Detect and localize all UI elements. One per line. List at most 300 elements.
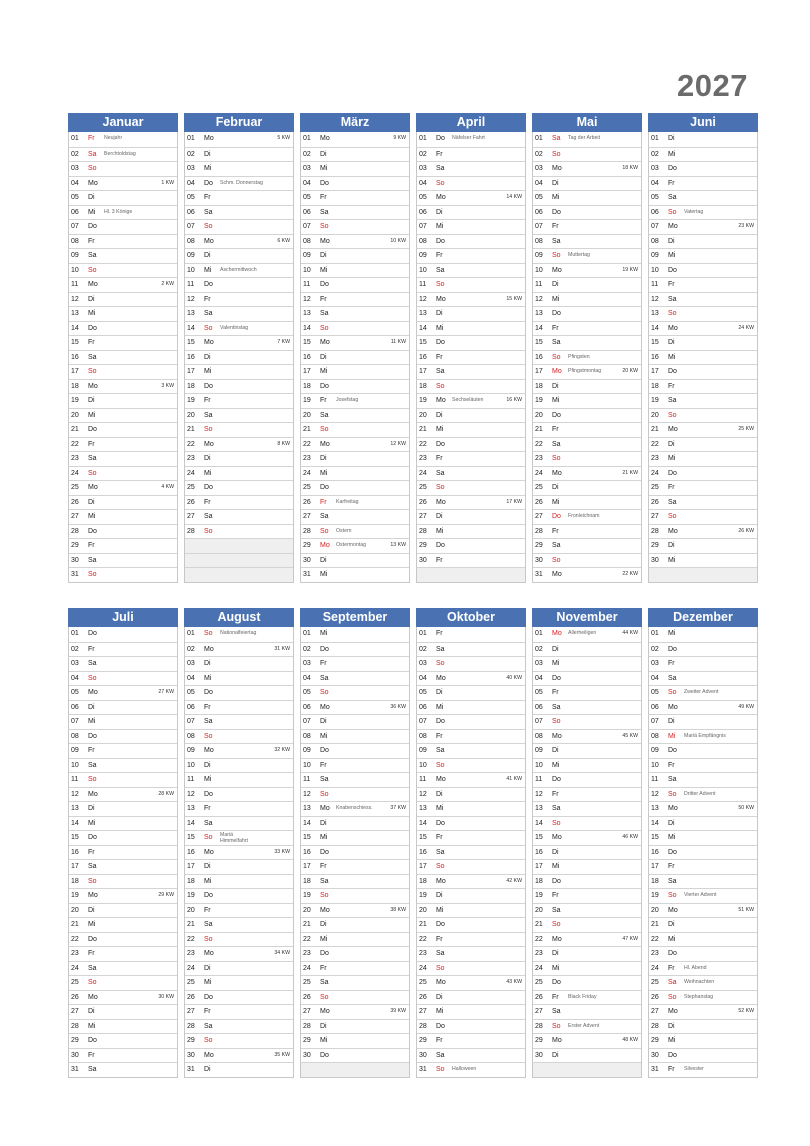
weekday: Mo [552, 469, 562, 477]
day-row [185, 990, 293, 1005]
day-number: 12 [187, 790, 195, 798]
day-row [69, 306, 177, 321]
weekday: Di [204, 761, 211, 769]
day-number: 25 [419, 484, 427, 491]
week-number: 25 KW [738, 426, 754, 432]
day-row [69, 205, 177, 220]
weekday: Mo [204, 237, 214, 245]
weekday: So [204, 527, 213, 535]
day-number: 23 [419, 455, 427, 462]
weekday: Fr [436, 455, 443, 462]
day-number: 09 [187, 252, 195, 259]
day-number: 15 [187, 834, 195, 841]
day-row [417, 656, 525, 671]
holiday-note: Mariä Himmelfahrt [220, 832, 248, 844]
weekday: So [552, 150, 561, 158]
day-number: 13 [419, 805, 427, 812]
weekday: Fr [204, 906, 211, 914]
weekday: Fr [552, 527, 559, 535]
weekday: So [88, 776, 97, 783]
day-number: 24 [71, 964, 79, 972]
weekday: Fr [552, 892, 559, 899]
weekday: Sa [204, 513, 213, 520]
day-number: 12 [535, 790, 543, 798]
weekday: Do [204, 281, 213, 288]
weekday: Sa [88, 252, 97, 259]
day-number: 05 [71, 194, 79, 201]
day-number: 17 [187, 863, 195, 870]
weekday: Mo [552, 630, 562, 637]
day-row [69, 335, 177, 350]
weekday: Do [668, 165, 677, 172]
weekday: Sa [320, 674, 329, 682]
day-number: 30 [535, 556, 543, 564]
day-list [416, 132, 526, 583]
weekday: Do [204, 993, 213, 1001]
weekday: Fr [88, 645, 95, 653]
day-row [649, 553, 757, 568]
weekday: Mi [668, 834, 676, 841]
day-row [417, 306, 525, 321]
weekday: So [320, 993, 329, 1001]
weekday: Sa [204, 819, 213, 827]
weekday: So [320, 892, 329, 899]
day-row [533, 787, 641, 802]
day-row [185, 903, 293, 918]
holiday-note: Ostermontag [336, 542, 366, 548]
day-number: 15 [419, 339, 427, 346]
day-row [301, 553, 409, 568]
day-row [69, 480, 177, 495]
day-number: 11 [535, 776, 543, 783]
weekday: Mo [88, 790, 98, 798]
weekday: Di [320, 353, 327, 361]
day-number: 13 [535, 805, 543, 812]
day-number: 21 [651, 426, 659, 433]
empty-day-row [301, 1062, 409, 1077]
day-number: 02 [535, 645, 543, 653]
weekday: Do [668, 368, 677, 375]
day-row [185, 292, 293, 307]
day-row [185, 801, 293, 816]
week-number: 18 KW [622, 165, 638, 171]
day-row [649, 656, 757, 671]
weekday: Fr [436, 630, 443, 637]
day-row [417, 700, 525, 715]
week-number: 27 KW [158, 689, 174, 695]
weekday: Fr [552, 324, 559, 332]
month-header: Dezember [648, 608, 758, 627]
weekday: Mi [320, 834, 328, 841]
day-number: 12 [303, 790, 311, 798]
day-row [533, 524, 641, 539]
day-number: 22 [71, 440, 79, 448]
weekday: Sa [552, 237, 561, 245]
day-row [69, 743, 177, 758]
day-row [185, 642, 293, 657]
day-row [649, 917, 757, 932]
day-row [69, 364, 177, 379]
day-row [417, 350, 525, 365]
day-row [533, 714, 641, 729]
month-header: Juli [68, 608, 178, 627]
day-row [417, 524, 525, 539]
weekday: So [204, 630, 213, 637]
weekday: Fr [668, 484, 675, 491]
day-number: 17 [419, 863, 427, 870]
day-number: 31 [651, 1066, 659, 1073]
day-number: 10 [535, 761, 543, 769]
day-number: 23 [71, 455, 79, 462]
weekday: Mi [668, 732, 676, 740]
week-number: 44 KW [622, 630, 638, 636]
day-row [301, 859, 409, 874]
day-row [301, 422, 409, 437]
week-number: 43 KW [506, 979, 522, 985]
day-number: 13 [419, 310, 427, 317]
day-row [69, 859, 177, 874]
weekday: Di [88, 194, 95, 201]
day-row [649, 437, 757, 452]
weekday: Mi [320, 469, 328, 477]
day-number: 15 [187, 339, 195, 346]
month-april [416, 113, 526, 583]
day-number: 15 [535, 339, 543, 346]
holiday-note: Sechseläuten [452, 397, 484, 403]
week-number: 16 KW [506, 397, 522, 403]
weekday: Di [204, 863, 211, 870]
weekday: Sa [88, 863, 97, 870]
weekday: Fr [552, 993, 559, 1001]
weekday: Sa [320, 979, 329, 986]
day-row [69, 437, 177, 452]
weekday: Mi [88, 208, 96, 216]
day-row [301, 466, 409, 481]
weekday: Mo [320, 542, 330, 549]
weekday: Sa [552, 339, 561, 346]
weekday: Mo [88, 993, 98, 1001]
day-number: 02 [187, 645, 195, 653]
day-number: 28 [535, 527, 543, 535]
day-number: 07 [651, 718, 659, 725]
day-number: 14 [419, 819, 427, 827]
day-number: 03 [303, 660, 311, 667]
weekday: Fr [88, 440, 95, 448]
day-row [69, 656, 177, 671]
week-number: 14 KW [506, 194, 522, 200]
day-number: 14 [535, 324, 543, 332]
day-row [649, 787, 757, 802]
day-row [649, 990, 757, 1005]
weekday: So [436, 484, 445, 491]
day-number: 01 [187, 135, 195, 142]
weekday: Fr [320, 295, 327, 303]
day-number: 03 [651, 165, 659, 172]
weekday: Fr [436, 1037, 443, 1044]
weekday: Di [552, 484, 559, 491]
day-row [649, 422, 757, 437]
weekday: Mi [552, 397, 560, 404]
day-row [301, 787, 409, 802]
day-row [533, 161, 641, 176]
day-number: 04 [651, 179, 659, 187]
day-row [649, 509, 757, 524]
day-number: 23 [419, 950, 427, 957]
weekday: Mo [436, 674, 446, 682]
weekday: Di [88, 295, 95, 303]
day-number: 13 [187, 310, 195, 317]
day-row [533, 437, 641, 452]
day-number: 10 [71, 266, 79, 274]
weekday: Di [88, 703, 95, 711]
day-row [301, 205, 409, 220]
week-number: 4 KW [161, 484, 174, 490]
week-number: 39 KW [390, 1008, 406, 1014]
day-row [185, 161, 293, 176]
day-number: 27 [303, 1008, 311, 1015]
day-row [649, 538, 757, 553]
weekday: Di [320, 556, 327, 564]
day-row [69, 1033, 177, 1048]
day-number: 24 [651, 469, 659, 477]
day-number: 23 [71, 950, 79, 957]
weekday: Mo [320, 135, 330, 142]
calendar-first-half [68, 113, 758, 583]
day-row [417, 685, 525, 700]
weekday: So [436, 660, 445, 667]
day-row [301, 567, 409, 582]
day-number: 09 [303, 747, 311, 754]
day-number: 18 [71, 877, 79, 885]
weekday: Sa [320, 513, 329, 520]
day-number: 07 [71, 718, 79, 725]
weekday: Mo [668, 1008, 678, 1015]
weekday: Sa [320, 310, 329, 317]
week-number: 6 KW [277, 237, 290, 244]
day-row [533, 350, 641, 365]
day-row [417, 1062, 525, 1077]
day-row [69, 393, 177, 408]
day-row [69, 1004, 177, 1019]
week-number: 33 KW [274, 848, 290, 855]
weekday: Do [320, 484, 329, 491]
day-number: 03 [187, 660, 195, 667]
day-number: 03 [419, 165, 427, 172]
day-row [417, 888, 525, 903]
day-row [417, 729, 525, 744]
day-row [301, 917, 409, 932]
week-number: 50 KW [738, 805, 754, 811]
day-row [649, 729, 757, 744]
weekday: So [436, 281, 445, 288]
week-number: 26 KW [738, 527, 754, 534]
week-number: 29 KW [158, 892, 174, 898]
weekday: So [668, 310, 677, 317]
day-row [301, 656, 409, 671]
weekday: Fr [552, 223, 559, 230]
day-number: 12 [535, 295, 543, 303]
day-number: 21 [535, 921, 543, 928]
weekday: Mi [88, 310, 96, 317]
day-row [533, 642, 641, 657]
day-row [69, 787, 177, 802]
week-number: 46 KW [622, 834, 638, 840]
day-number: 15 [651, 339, 659, 346]
day-row [301, 903, 409, 918]
holiday-note: Pfingstmontag [568, 368, 602, 374]
day-number: 15 [303, 834, 311, 841]
month-januar [68, 113, 178, 583]
day-number: 11 [71, 281, 79, 288]
holiday-note: Silvester [684, 1066, 704, 1072]
weekday: Mo [436, 979, 446, 986]
weekday: Mi [204, 266, 212, 274]
day-row [417, 859, 525, 874]
day-row [649, 700, 757, 715]
week-number: 36 KW [390, 703, 406, 710]
day-row [69, 917, 177, 932]
weekday: Fr [552, 689, 559, 696]
weekday: Mo [88, 179, 98, 187]
day-row [533, 393, 641, 408]
day-number: 19 [419, 892, 427, 899]
day-row [649, 234, 757, 249]
day-number: 06 [535, 208, 543, 216]
day-row [417, 277, 525, 292]
day-row [417, 321, 525, 336]
day-number: 18 [187, 382, 195, 390]
day-number: 26 [71, 993, 79, 1001]
holiday-note: Aschermittwoch [220, 266, 257, 273]
day-number: 01 [419, 630, 427, 637]
weekday: Di [320, 455, 327, 462]
day-number: 17 [535, 863, 543, 870]
weekday: So [436, 1066, 445, 1073]
day-row [185, 685, 293, 700]
day-number: 25 [651, 484, 659, 491]
day-row [185, 437, 293, 452]
day-number: 06 [71, 703, 79, 711]
day-number: 12 [651, 295, 659, 303]
day-row [185, 248, 293, 263]
day-row [69, 845, 177, 860]
day-number: 21 [71, 426, 79, 433]
weekday: Sa [320, 776, 329, 783]
weekday: Sa [552, 542, 561, 549]
day-number: 21 [419, 426, 427, 433]
day-row [533, 422, 641, 437]
weekday: Mo [668, 527, 678, 535]
day-row [301, 147, 409, 162]
weekday: Di [204, 252, 211, 259]
holiday-note: Schm. Donnerstag [220, 179, 263, 186]
holiday-note: Halloween [452, 1066, 477, 1072]
weekday: Do [204, 382, 213, 390]
day-number: 07 [419, 223, 427, 230]
weekday: So [204, 324, 213, 332]
day-row [301, 714, 409, 729]
day-number: 05 [651, 194, 659, 201]
weekday: Sa [320, 877, 329, 885]
day-number: 29 [535, 542, 543, 549]
weekday: Mi [204, 776, 212, 783]
weekday: Mi [436, 426, 444, 433]
weekday: Mo [88, 281, 98, 288]
weekday: Do [668, 266, 677, 274]
day-row [185, 132, 293, 147]
day-number: 21 [303, 921, 311, 928]
day-row [301, 321, 409, 336]
weekday: So [88, 877, 97, 885]
week-number: 51 KW [738, 906, 754, 913]
weekday: Fr [436, 353, 443, 361]
day-row [533, 205, 641, 220]
day-number: 13 [535, 310, 543, 317]
day-row [649, 816, 757, 831]
day-row [417, 816, 525, 831]
day-row [185, 1048, 293, 1063]
day-row [417, 1048, 525, 1063]
day-number: 25 [303, 979, 311, 986]
day-number: 26 [71, 498, 79, 506]
holiday-note: Stephanstag [684, 993, 714, 1000]
weekday: So [88, 571, 97, 578]
day-number: 18 [651, 382, 659, 390]
weekday: Do [552, 674, 561, 682]
day-row [649, 946, 757, 961]
day-row [185, 656, 293, 671]
weekday: Mo [204, 848, 214, 856]
day-row [533, 480, 641, 495]
day-row [69, 801, 177, 816]
day-row [649, 1033, 757, 1048]
day-row [69, 961, 177, 976]
day-row [533, 306, 641, 321]
day-row [649, 263, 757, 278]
day-number: 21 [303, 426, 311, 433]
day-row [185, 859, 293, 874]
day-row [69, 888, 177, 903]
day-row [301, 932, 409, 947]
day-number: 30 [303, 556, 311, 564]
day-number: 22 [187, 935, 195, 943]
weekday: So [552, 718, 561, 725]
day-number: 29 [71, 1037, 79, 1044]
day-row [69, 990, 177, 1005]
day-number: 19 [187, 892, 195, 899]
day-number: 27 [419, 513, 427, 520]
weekday: Do [552, 513, 561, 520]
day-number: 22 [419, 440, 427, 448]
day-number: 21 [419, 921, 427, 928]
week-number: 42 KW [506, 877, 522, 884]
weekday: Do [668, 747, 677, 754]
day-number: 16 [535, 848, 543, 856]
day-row [533, 700, 641, 715]
day-number: 19 [651, 892, 659, 899]
weekday: Mo [204, 950, 214, 957]
day-row [185, 627, 293, 642]
day-number: 12 [419, 295, 427, 303]
weekday: Sa [320, 411, 329, 419]
day-number: 18 [419, 877, 427, 885]
holiday-note: Vierter Advent [684, 892, 717, 898]
day-number: 02 [419, 645, 427, 653]
day-row [417, 509, 525, 524]
weekday: Fr [436, 834, 443, 841]
weekday: So [320, 223, 329, 230]
day-number: 29 [651, 542, 659, 549]
